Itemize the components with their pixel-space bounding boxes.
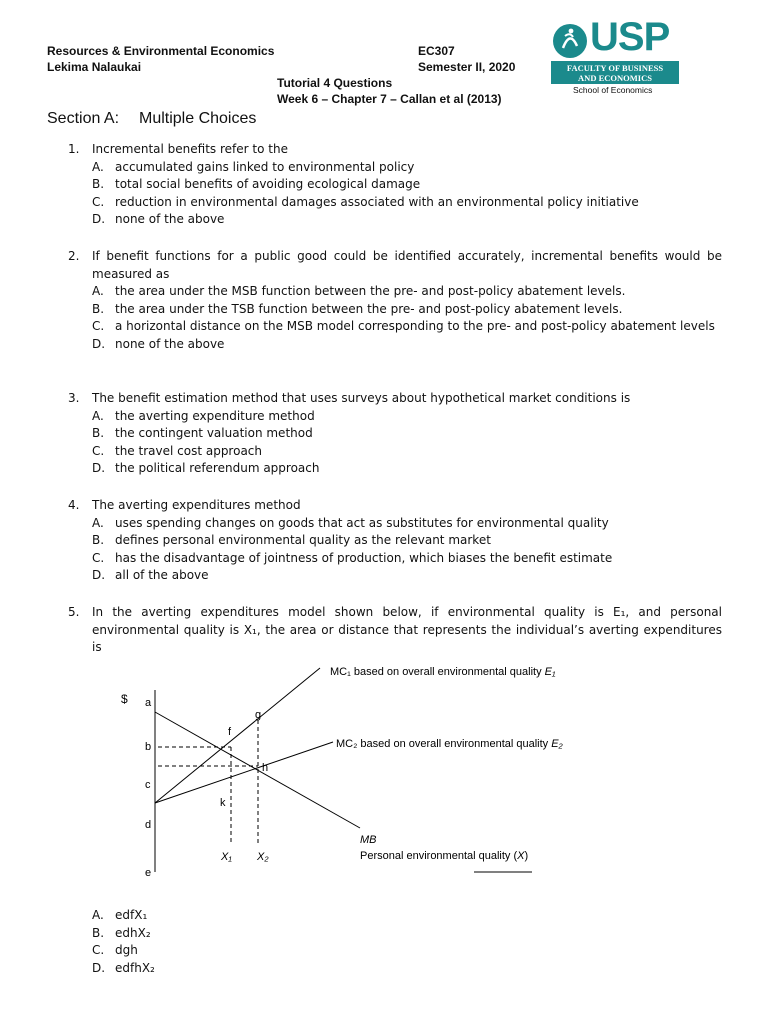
option-letter: A. <box>92 284 104 299</box>
faculty-line-1: FACULTY OF BUSINESS <box>566 62 664 73</box>
question-number: 2. <box>68 249 80 263</box>
option-text: none of the above <box>115 212 225 227</box>
option-text: total social benefits of avoiding ecological damage <box>115 177 421 192</box>
question-stem: In the averting expenditures model shown below, if environmental quality is E₁, and personal environmental quality is X₁, the area or distance that represents the individual’s averting expenditures is <box>92 605 722 655</box>
option-a <box>92 283 722 301</box>
faculty-banner <box>551 61 679 84</box>
option-text: the area under the MSB function between the pre- and post-policy abatement levels. <box>115 284 626 299</box>
option-text: edfhX₂ <box>115 960 155 975</box>
option-text: has the disadvantage of jointness of production, which biases the benefit estimate <box>115 550 613 565</box>
option-c <box>92 443 722 461</box>
option-text: defines personal environmental quality as the relevant market <box>115 533 491 548</box>
x-axis-var: X <box>517 850 525 862</box>
option-text: reduction in environmental damages associated with an environmental policy initiative <box>115 194 639 209</box>
option-b <box>92 425 722 443</box>
option-letter: C. <box>92 443 105 458</box>
section-title: Multiple Choices <box>139 110 257 127</box>
point-a: a <box>145 697 152 709</box>
question-stem: The benefit estimation method that uses surveys about hypothetical market conditions is <box>92 391 631 405</box>
question-number: 4. <box>68 498 80 512</box>
option-letter: D. <box>92 212 106 227</box>
averting-expenditures-figure <box>0 655 768 885</box>
option-b <box>92 176 722 194</box>
option-d <box>92 336 722 354</box>
question-number: 3. <box>68 391 80 405</box>
mc1-e-label: E₁ <box>544 666 556 678</box>
option-letter: A. <box>92 159 104 174</box>
course-title: Resources & Environmental Economics <box>47 44 275 58</box>
point-f: f <box>228 726 232 738</box>
point-b: b <box>145 741 152 753</box>
option-c <box>92 942 722 960</box>
point-c: c <box>145 779 151 791</box>
point-g: g <box>255 709 262 721</box>
question-5 <box>68 604 722 657</box>
question-stem: Incremental benefits refer to the <box>92 142 288 156</box>
option-text: a horizontal distance on the MSB model corresponding to the pre- and post-policy abatement levels <box>115 319 715 334</box>
question-1 <box>68 141 722 229</box>
option-text: the area under the TSB function between the pre- and post-policy abatement levels. <box>115 301 623 316</box>
option-letter: A. <box>92 515 104 530</box>
option-text: edhX₂ <box>115 925 151 940</box>
question-5-options <box>68 907 722 977</box>
mc2-label <box>336 738 564 750</box>
school-name: School of Economics <box>573 85 653 95</box>
point-e: e <box>145 867 152 879</box>
x-axis-suffix: ) <box>524 850 529 862</box>
semester: Semester II, 2020 <box>418 60 516 74</box>
option-letter: D. <box>92 461 106 476</box>
option-letter: D. <box>92 960 106 975</box>
option-text: uses spending changes on goods that act as substitutes for environmental quality <box>115 515 609 530</box>
question-number: 5. <box>68 605 80 619</box>
option-text: dgh <box>115 943 138 958</box>
option-a <box>92 515 722 533</box>
question-number: 1. <box>68 142 80 156</box>
mc1-curve <box>155 668 320 803</box>
mc1-label-text: MC₁ based on overall environmental quality <box>330 666 545 678</box>
usp-wordmark: USP <box>590 15 670 59</box>
option-c <box>92 194 722 212</box>
option-letter: B. <box>92 301 105 316</box>
option-b <box>92 532 722 550</box>
mb-label: MB <box>360 834 377 846</box>
option-a <box>92 408 722 426</box>
option-letter: C. <box>92 550 105 565</box>
question-stem: The averting expenditures method <box>92 498 301 512</box>
lecturer-name: Lekima Nalaukai <box>47 60 142 74</box>
option-letter: D. <box>92 336 106 351</box>
option-letter: B. <box>92 177 105 192</box>
option-letter: C. <box>92 194 105 209</box>
mc2-e-label: E₂ <box>551 738 563 750</box>
option-text: accumulated gains linked to environmental policy <box>115 159 415 174</box>
option-text: none of the above <box>115 336 225 351</box>
faculty-line-2: AND ECONOMICS <box>578 72 652 83</box>
mc2-label-text: MC₂ based on overall environmental quality <box>336 738 552 750</box>
x1-label: X₁ <box>221 851 232 863</box>
point-k: k <box>220 797 226 809</box>
option-a <box>92 159 722 177</box>
tutorial-title: Tutorial 4 Questions <box>277 76 393 90</box>
option-letter: B. <box>92 925 105 940</box>
option-letter: C. <box>92 943 105 958</box>
usp-emblem-icon <box>551 22 589 60</box>
question-2 <box>68 248 722 354</box>
question-3 <box>68 390 722 478</box>
week-chapter: Week 6 – Chapter 7 – Callan et al (2013) <box>277 92 502 106</box>
option-c <box>92 550 722 568</box>
x2-label: X₂ <box>257 851 269 863</box>
point-h: h <box>262 762 269 774</box>
option-b <box>92 301 722 319</box>
option-d <box>92 460 722 478</box>
option-a <box>92 907 722 925</box>
course-code: EC307 <box>418 44 455 58</box>
question-4 <box>68 497 722 585</box>
option-letter: A. <box>92 908 104 922</box>
x-axis-label <box>360 850 528 862</box>
question-stem: If benefit functions for a public good could be identified accurately, incremental benefits would be measured as <box>92 249 722 281</box>
option-b <box>92 925 722 943</box>
option-text: edfX₁ <box>115 908 148 922</box>
option-text: the travel cost approach <box>115 443 262 458</box>
option-d <box>92 567 722 585</box>
mc1-label <box>330 666 556 678</box>
point-d: d <box>145 819 152 831</box>
section-label: Section A: <box>47 110 120 127</box>
option-letter: C. <box>92 319 105 334</box>
option-c <box>92 318 722 336</box>
option-d <box>92 211 722 229</box>
x-axis-label-text: Personal environmental quality ( <box>360 850 518 862</box>
option-letter: A. <box>92 408 104 423</box>
option-text: the contingent valuation method <box>115 426 313 441</box>
option-text: the political referendum approach <box>115 461 320 476</box>
option-text: all of the above <box>115 568 209 583</box>
mc2-curve <box>155 742 333 803</box>
option-text: the averting expenditure method <box>115 408 315 423</box>
option-d <box>92 960 722 978</box>
option-letter: B. <box>92 426 105 441</box>
option-letter: B. <box>92 533 105 548</box>
option-letter: D. <box>92 568 106 583</box>
dollar-label: $ <box>121 692 128 706</box>
